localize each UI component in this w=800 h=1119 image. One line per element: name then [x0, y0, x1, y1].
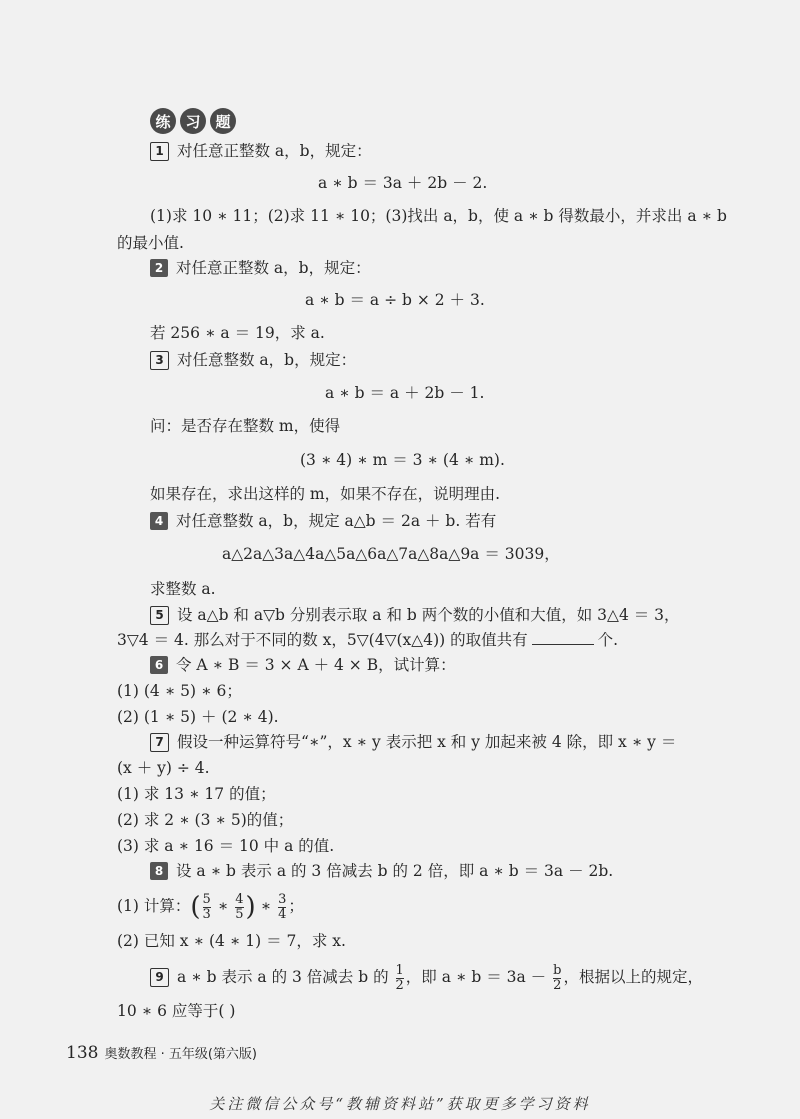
problem-6-sub-1: (1) (4 ∗ 5) ∗ 6；: [117, 682, 242, 700]
problem-7-stem-cont: (x ＋ y) ÷ 4.: [117, 759, 210, 777]
problem-text: 设 a ∗ b 表示 a 的 3 倍减去 b 的 2 倍，即 a ∗ b ＝ 3a － 2b.: [176, 862, 614, 880]
header-badge: 练: [150, 108, 176, 134]
fraction: [396, 964, 404, 993]
problem-6-sub-2: (2) (1 ∗ 5) ＋ (2 ∗ 4).: [117, 708, 279, 726]
numerator: b: [553, 962, 562, 978]
problem-number: 1: [150, 142, 169, 161]
fraction: [553, 964, 561, 993]
problem-8-stem: [150, 860, 613, 882]
book-title: 奥数教程 · 五年级(第六版): [104, 1047, 257, 1062]
problem-number: 8: [150, 862, 168, 880]
page-footer: [66, 1043, 257, 1063]
denominator: 5: [235, 906, 244, 922]
problem-number: 4: [150, 512, 168, 530]
problem-text: 假设一种运算符号“∗”，x ∗ y 表示把 x 和 y 加起来被 4 除，即 x ∗ y ＝: [177, 733, 677, 751]
fraction: [203, 893, 211, 922]
problem-7-sub-2: (2) 求 2 ∗ (3 ∗ 5)的值；: [117, 811, 294, 829]
problem-8-sub-1: [117, 890, 304, 922]
problem-2-formula: a ∗ b ＝ a ÷ b × 2 ＋ 3.: [305, 291, 485, 309]
problem-9-stem: [150, 961, 703, 993]
problem-number: 3: [150, 351, 169, 370]
problem-text: ，即 a ∗ b ＝ 3a －: [405, 968, 547, 986]
problem-text: ，根据以上的规定，: [563, 968, 703, 986]
denominator: 4: [278, 906, 287, 922]
numerator: 3: [278, 891, 287, 907]
problem-1-question-cont: 的最小值.: [117, 234, 184, 252]
problem-3-question-2: 如果存在，求出这样的 m，如果不存在，说明理由.: [150, 485, 501, 503]
problem-1-formula: a ∗ b ＝ 3a ＋ 2b － 2.: [318, 174, 488, 192]
numerator: 4: [235, 891, 244, 907]
answer-blank[interactable]: [532, 630, 594, 645]
problem-1-stem: [150, 140, 372, 162]
problem-text: 设 a△b 和 a▽b 分别表示取 a 和 b 两个数的小值和大值，如 3△4 ＝ 3，: [177, 606, 680, 624]
problem-3-formula-2: (3 ∗ 4) ∗ m ＝ 3 ∗ (4 ∗ m).: [300, 451, 505, 469]
star-operator: ∗: [217, 897, 229, 915]
problem-6-stem: [150, 654, 456, 676]
problem-2-stem: [150, 257, 371, 279]
problem-text: 对任意整数 a，b，规定 a△b ＝ 2a ＋ b. 若有: [176, 512, 497, 530]
problem-9-line-2: 10 ∗ 6 应等于( ): [117, 1002, 236, 1020]
problem-7-sub-3: (3) 求 a ∗ 16 ＝ 10 中 a 的值.: [117, 837, 335, 855]
denominator: 2: [395, 977, 404, 993]
problem-text: 对任意整数 a，b，规定：: [177, 351, 357, 369]
problem-7-stem: [150, 731, 676, 753]
problem-text: 对任意正整数 a，b，规定：: [177, 142, 372, 160]
watermark-text: 关注微信公众号“教辅资料站”获取更多学习资料: [209, 1095, 591, 1113]
problem-number: 6: [150, 656, 168, 674]
problem-8-sub-2: (2) 已知 x ∗ (4 ∗ 1) ＝ 7，求 x.: [117, 932, 346, 950]
problem-1-question: (1)求 10 ∗ 11；(2)求 11 ∗ 10；(3)找出 a，b，使 a ∗ b 得数最小，并求出 a ∗ b: [150, 207, 727, 225]
problem-7-sub-1: (1) 求 13 ∗ 17 的值；: [117, 785, 276, 803]
problem-3-formula: a ∗ b ＝ a ＋ 2b － 1.: [325, 384, 485, 402]
problem-number: 9: [150, 968, 169, 987]
exercise-header: [150, 108, 236, 134]
problem-4-stem: [150, 510, 496, 532]
problem-3-stem: [150, 349, 356, 371]
problem-2-question: 若 256 ∗ a ＝ 19，求 a.: [150, 324, 325, 342]
problem-4-question: 求整数 a.: [150, 580, 216, 598]
problem-text: 对任意正整数 a，b，规定：: [176, 259, 371, 277]
header-badge: 习: [180, 108, 206, 134]
problem-number: 5: [150, 606, 169, 625]
problem-text: 令 A ∗ B ＝ 3 × A ＋ 4 × B，试计算：: [176, 656, 456, 674]
denominator: 2: [553, 977, 562, 993]
problem-text: (1) 计算：: [117, 897, 191, 915]
right-paren: ): [245, 892, 256, 922]
page-number: 138: [66, 1043, 99, 1063]
problem-number: 2: [150, 259, 168, 277]
problem-number: 7: [150, 733, 169, 752]
header-badge: 题: [210, 108, 236, 134]
problem-5-stem: [150, 604, 680, 626]
problem-3-question: 问：是否存在整数 m，使得: [150, 417, 341, 435]
numerator: 1: [395, 962, 404, 978]
problem-text: 3▽4 ＝ 4. 那么对于不同的数 x，5▽(4▽(x△4)) 的取值共有: [117, 631, 528, 649]
fraction: [235, 893, 243, 922]
numerator: 5: [202, 891, 211, 907]
problem-text: a ∗ b 表示 a 的 3 倍减去 b 的: [177, 968, 389, 986]
denominator: 3: [202, 906, 211, 922]
problem-5-line-2: [117, 629, 618, 651]
fraction: [278, 893, 286, 922]
problem-4-formula: a△2a△3a△4a△5a△6a△7a△8a△9a ＝ 3039，: [222, 545, 560, 563]
problem-text: 个.: [597, 631, 619, 649]
star-operator: ∗: [260, 897, 272, 915]
problem-text: ；: [288, 897, 304, 915]
left-paren: (: [190, 892, 201, 922]
